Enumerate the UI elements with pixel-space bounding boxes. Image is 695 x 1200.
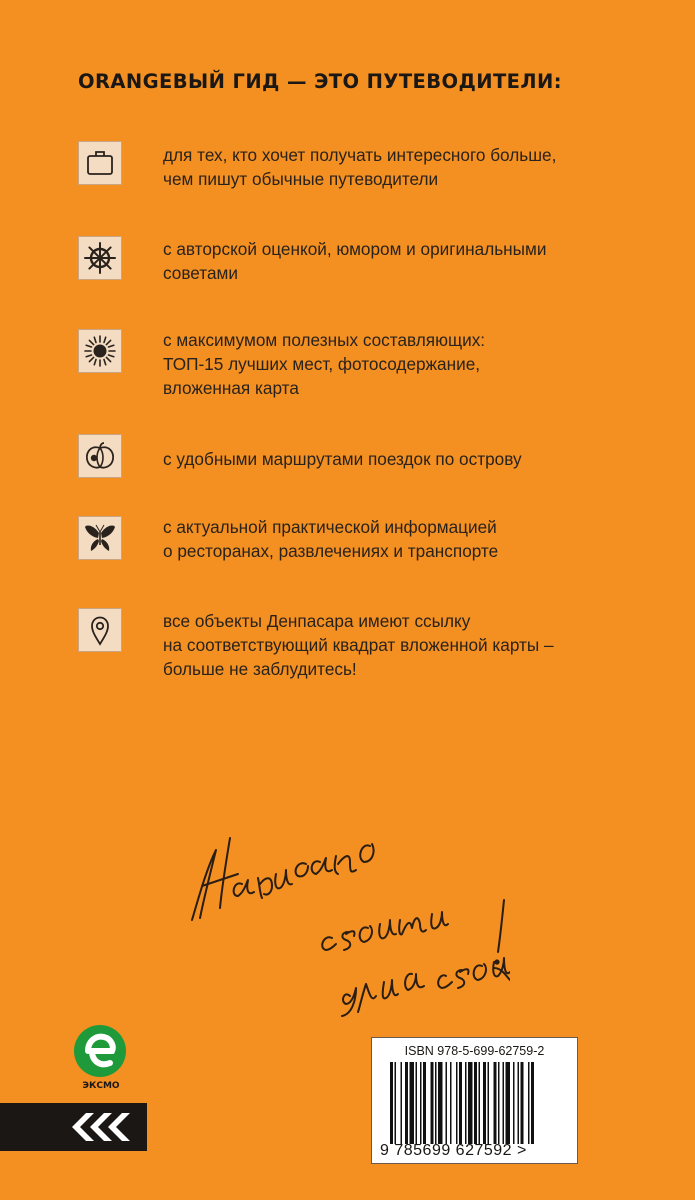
butterfly-icon <box>78 516 122 560</box>
feature-text: с авторской оценкой, юмором и оригинальными советами <box>163 239 547 283</box>
isbn-label: ISBN 978-5-699-62759-2 <box>404 1044 545 1058</box>
feature-text: с актуальной практической информацией о ресторанах, развлечениях и транспорте <box>163 517 499 561</box>
chevrons-left-icon <box>70 1111 140 1143</box>
feature-text: с максимумом полезных составляющих: ТОП-15 лучших мест, фотосодержание, вложенная карта <box>163 330 486 398</box>
feature-text: для тех, кто хочет получать интересного больше, чем пишут обычные путеводители <box>163 145 557 189</box>
barcode-digits: 9 785699 627592 > <box>380 1142 527 1159</box>
series-bar <box>0 1103 147 1151</box>
ship-wheel-icon <box>78 236 122 280</box>
publisher-name: ЭКСМО <box>82 1081 120 1091</box>
page-heading: ORANGEВЫЙ ГИД — ЭТО ПУТЕВОДИТЕЛИ: <box>78 70 562 93</box>
suitcase-icon <box>78 141 122 185</box>
barcode <box>371 1037 578 1164</box>
feature-text: с удобными маршрутами поездок по острову <box>163 449 522 469</box>
feature-text: все объекты Денпасара имеют ссылку на соответствующий квадрат вложенной карты – больше не заблудитесь! <box>163 611 554 679</box>
pumpkin-icon <box>78 434 122 478</box>
map-pin-icon <box>78 608 122 652</box>
sun-icon <box>78 329 122 373</box>
handwritten-signature <box>180 800 510 1020</box>
barcode-bars <box>390 1062 568 1144</box>
